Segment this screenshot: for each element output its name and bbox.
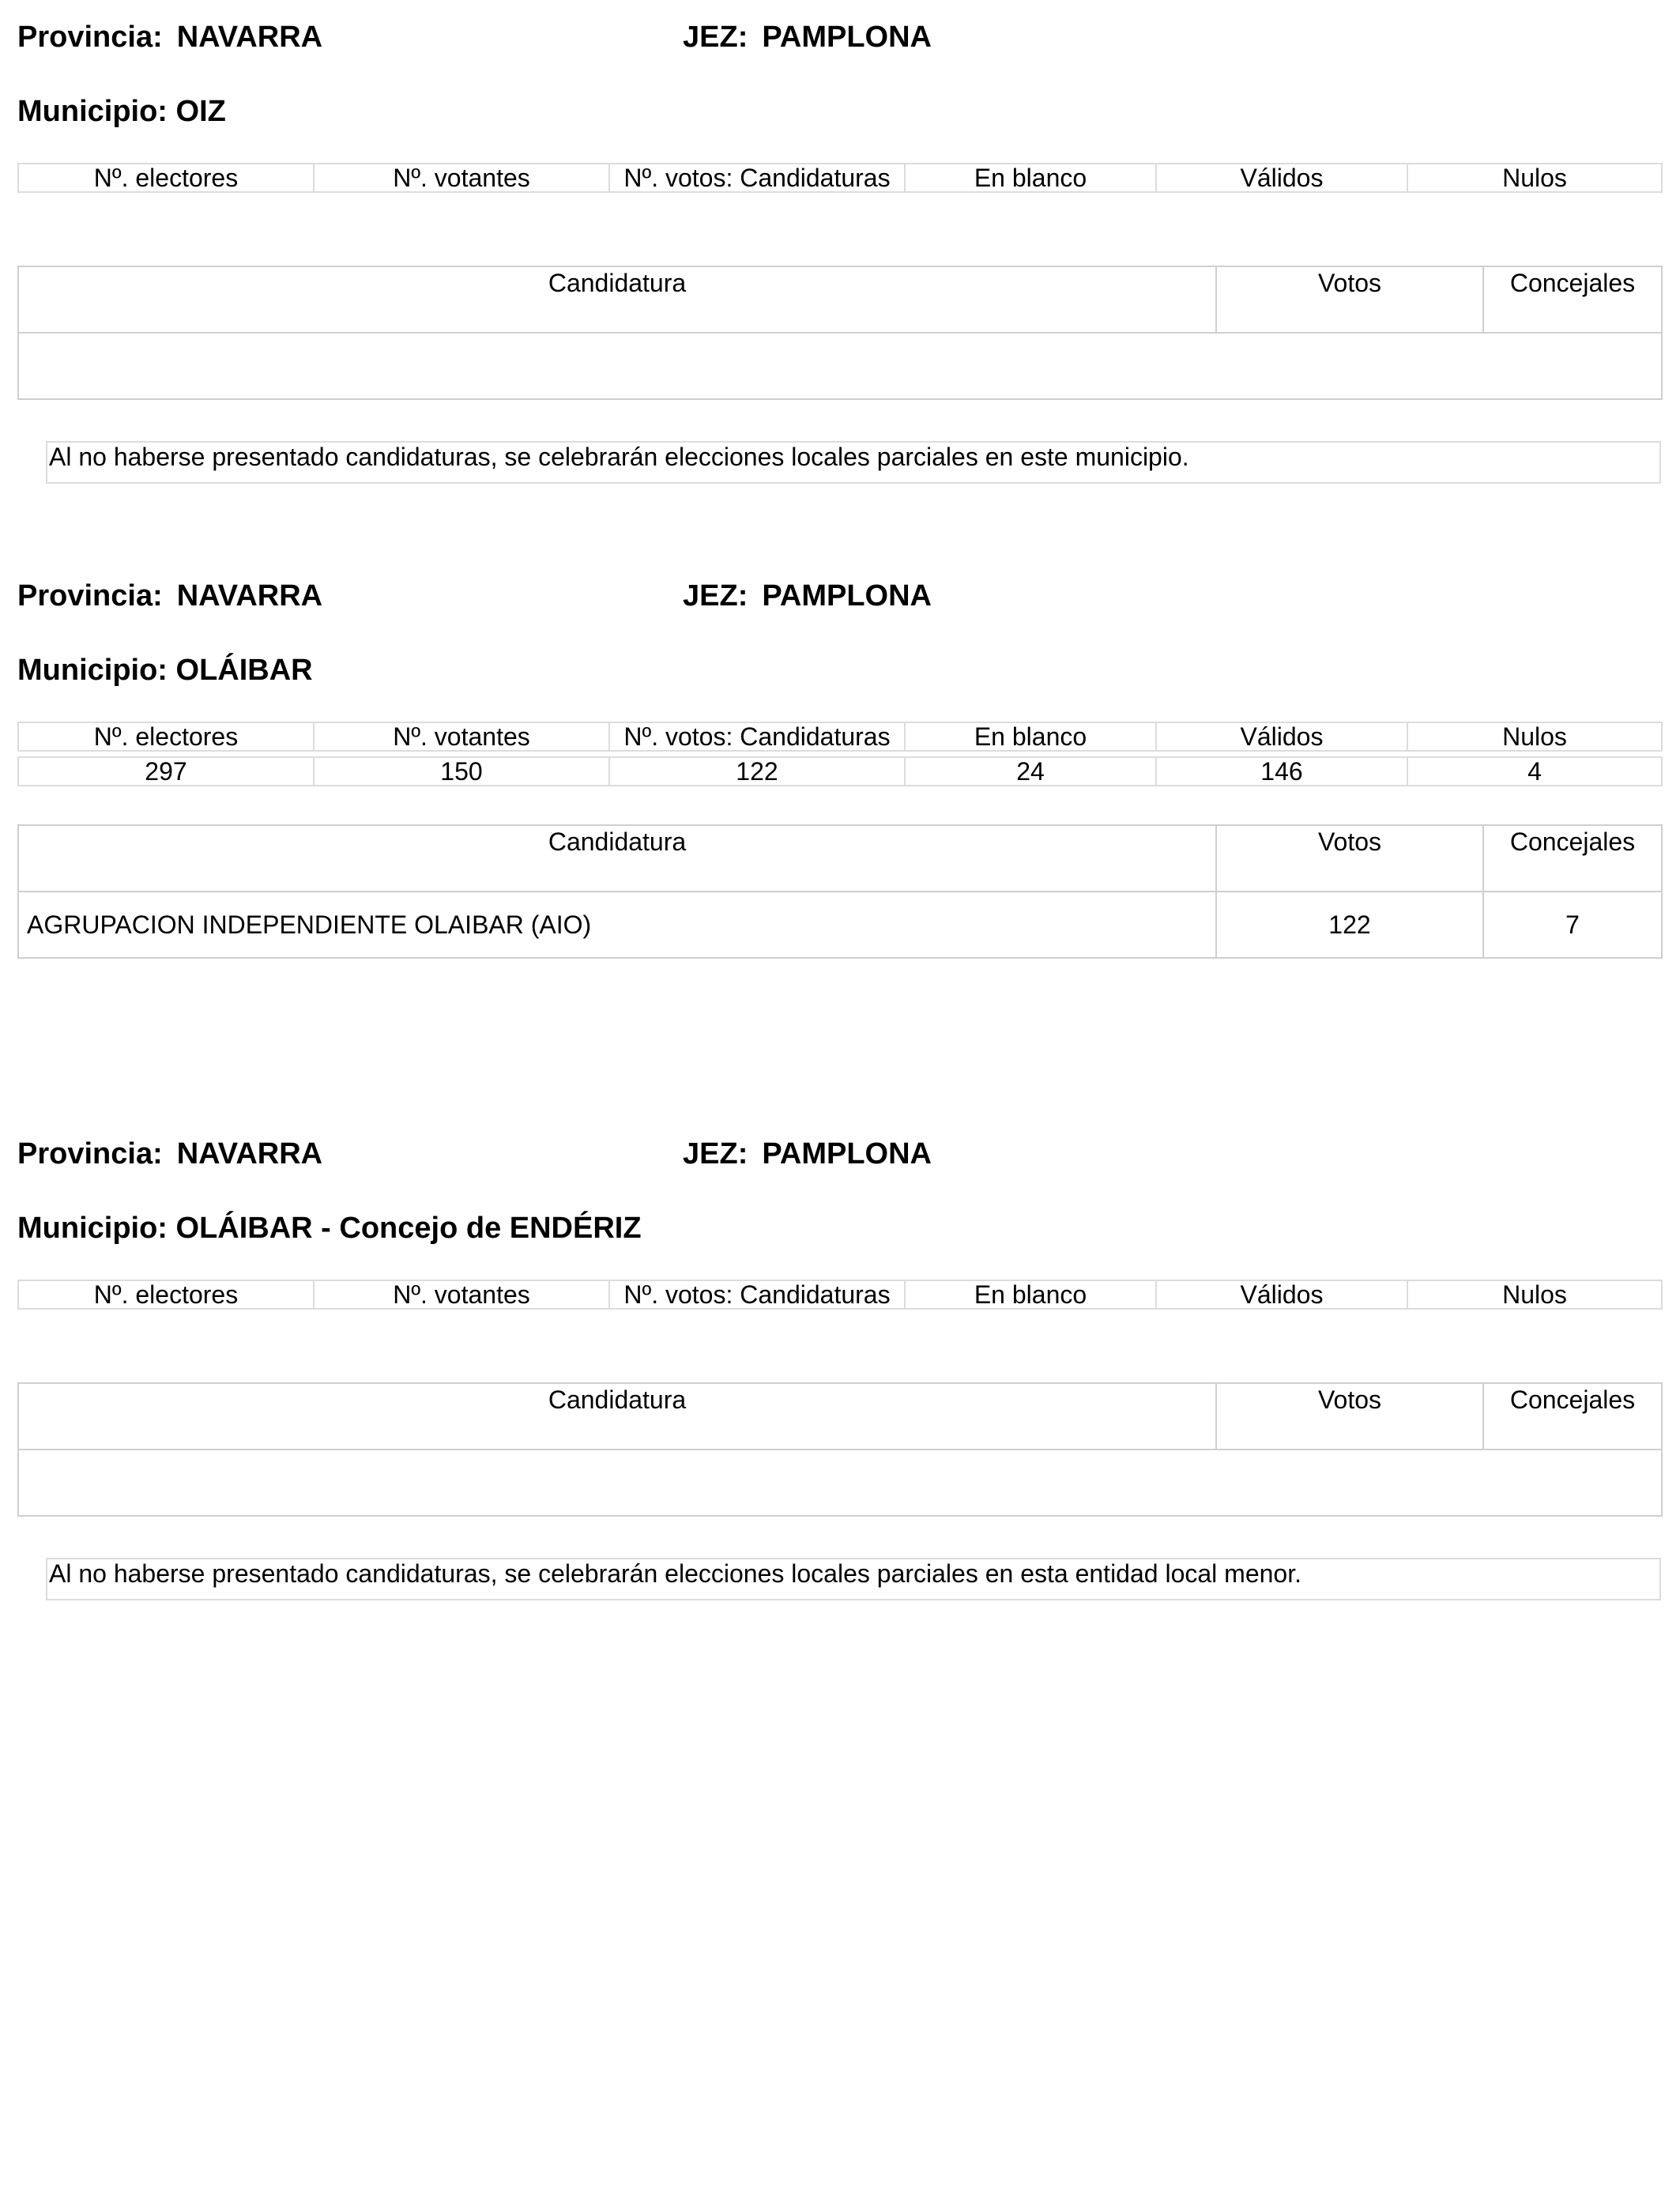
stats-value-votos-candidaturas: 122 bbox=[609, 757, 905, 786]
stats-header-validos: Válidos bbox=[1156, 1280, 1407, 1309]
provincia-header bbox=[17, 578, 322, 614]
provincia-header bbox=[17, 19, 322, 55]
municipio-value: OIZ bbox=[175, 95, 226, 128]
stats-header-votantes: Nº. votantes bbox=[314, 1280, 609, 1309]
jez-label: JEZ: bbox=[683, 579, 748, 613]
cand-header-row bbox=[18, 825, 1662, 892]
cand-name: AGRUPACION INDEPENDIENTE OLAIBAR (AIO) bbox=[18, 892, 1216, 958]
provincia-value: NAVARRA bbox=[176, 21, 323, 54]
provincia-label: Provincia: bbox=[17, 21, 163, 54]
stats-header-en-blanco: En blanco bbox=[905, 722, 1156, 751]
stats-header-row bbox=[18, 722, 1662, 751]
stats-value-votantes: 150 bbox=[314, 757, 609, 786]
stats-header-votos-candidaturas: Nº. votos: Candidaturas bbox=[609, 164, 905, 192]
cand-concejales: 7 bbox=[1483, 892, 1662, 958]
provincia-value: NAVARRA bbox=[176, 579, 323, 613]
cand-header-votos: Votos bbox=[1216, 825, 1483, 892]
municipio-header bbox=[17, 1210, 642, 1246]
municipio-header bbox=[17, 93, 226, 130]
jez-header bbox=[683, 578, 932, 614]
cand-header-concejales: Concejales bbox=[1483, 266, 1662, 333]
cand-votos: 122 bbox=[1216, 892, 1483, 958]
stats-header-en-blanco: En blanco bbox=[905, 1280, 1156, 1309]
jez-value: PAMPLONA bbox=[762, 21, 932, 54]
cand-empty-cell bbox=[18, 1449, 1662, 1516]
jez-label: JEZ: bbox=[683, 21, 748, 54]
cand-header-row bbox=[18, 1383, 1662, 1449]
stats-value-en-blanco: 24 bbox=[905, 757, 1156, 786]
cand-header-votos: Votos bbox=[1216, 1383, 1483, 1449]
cand-header-candidatura: Candidatura bbox=[18, 825, 1216, 892]
municipio-label: Municipio: bbox=[17, 95, 168, 128]
section-enderiz bbox=[0, 1117, 1680, 1607]
stats-header-row bbox=[18, 164, 1662, 192]
cand-header-row bbox=[18, 266, 1662, 333]
cand-header-concejales: Concejales bbox=[1483, 825, 1662, 892]
stats-value-electores: 297 bbox=[18, 757, 314, 786]
jez-header bbox=[683, 1136, 932, 1172]
stats-header-nulos: Nulos bbox=[1407, 1280, 1662, 1309]
stats-values-table bbox=[17, 756, 1663, 786]
candidaturas-table bbox=[17, 1382, 1663, 1517]
stats-header-row bbox=[18, 1280, 1662, 1309]
cand-header-candidatura: Candidatura bbox=[18, 1383, 1216, 1449]
cand-row bbox=[18, 892, 1662, 958]
stats-header-nulos: Nulos bbox=[1407, 722, 1662, 751]
stats-table bbox=[17, 1280, 1663, 1310]
stats-header-votantes: Nº. votantes bbox=[314, 722, 609, 751]
candidaturas-table bbox=[17, 266, 1663, 400]
cand-header-candidatura: Candidatura bbox=[18, 266, 1216, 333]
stats-value-nulos: 4 bbox=[1407, 757, 1662, 786]
stats-table bbox=[17, 163, 1663, 193]
stats-header-electores: Nº. electores bbox=[18, 164, 314, 192]
provincia-header bbox=[17, 1136, 322, 1172]
provincia-label: Provincia: bbox=[17, 579, 163, 613]
stats-values-row bbox=[18, 757, 1662, 786]
municipio-header bbox=[17, 652, 313, 688]
stats-header-votantes: Nº. votantes bbox=[314, 164, 609, 192]
provincia-value: NAVARRA bbox=[176, 1137, 323, 1171]
stats-header-validos: Válidos bbox=[1156, 722, 1407, 751]
cand-empty-cell bbox=[18, 333, 1662, 399]
municipio-label: Municipio: bbox=[17, 1212, 168, 1245]
jez-header bbox=[683, 19, 932, 55]
cand-empty-row bbox=[18, 1449, 1662, 1516]
section-oiz bbox=[0, 0, 1680, 490]
stats-header-en-blanco: En blanco bbox=[905, 164, 1156, 192]
municipio-value: OLÁIBAR bbox=[175, 654, 313, 687]
stats-header-votos-candidaturas: Nº. votos: Candidaturas bbox=[609, 722, 905, 751]
jez-value: PAMPLONA bbox=[762, 579, 932, 613]
stats-header-nulos: Nulos bbox=[1407, 164, 1662, 192]
stats-value-validos: 146 bbox=[1156, 757, 1407, 786]
candidaturas-table bbox=[17, 824, 1663, 959]
cand-header-concejales: Concejales bbox=[1483, 1383, 1662, 1449]
municipio-value: OLÁIBAR - Concejo de ENDÉRIZ bbox=[175, 1212, 642, 1245]
notice-box: Al no haberse presentado candidaturas, se celebrarán elecciones locales parciales en esta entidad local menor. bbox=[46, 1558, 1661, 1600]
stats-table bbox=[17, 722, 1663, 752]
municipio-label: Municipio: bbox=[17, 654, 168, 687]
cand-header-votos: Votos bbox=[1216, 266, 1483, 333]
notice-box: Al no haberse presentado candidaturas, se celebrarán elecciones locales parciales en este municipio. bbox=[46, 441, 1661, 484]
stats-header-votos-candidaturas: Nº. votos: Candidaturas bbox=[609, 1280, 905, 1309]
stats-header-electores: Nº. electores bbox=[18, 722, 314, 751]
provincia-label: Provincia: bbox=[17, 1137, 163, 1171]
jez-value: PAMPLONA bbox=[762, 1137, 932, 1171]
section-olaibar bbox=[0, 559, 1680, 1049]
stats-header-electores: Nº. electores bbox=[18, 1280, 314, 1309]
cand-empty-row bbox=[18, 333, 1662, 399]
jez-label: JEZ: bbox=[683, 1137, 748, 1171]
stats-header-validos: Válidos bbox=[1156, 164, 1407, 192]
